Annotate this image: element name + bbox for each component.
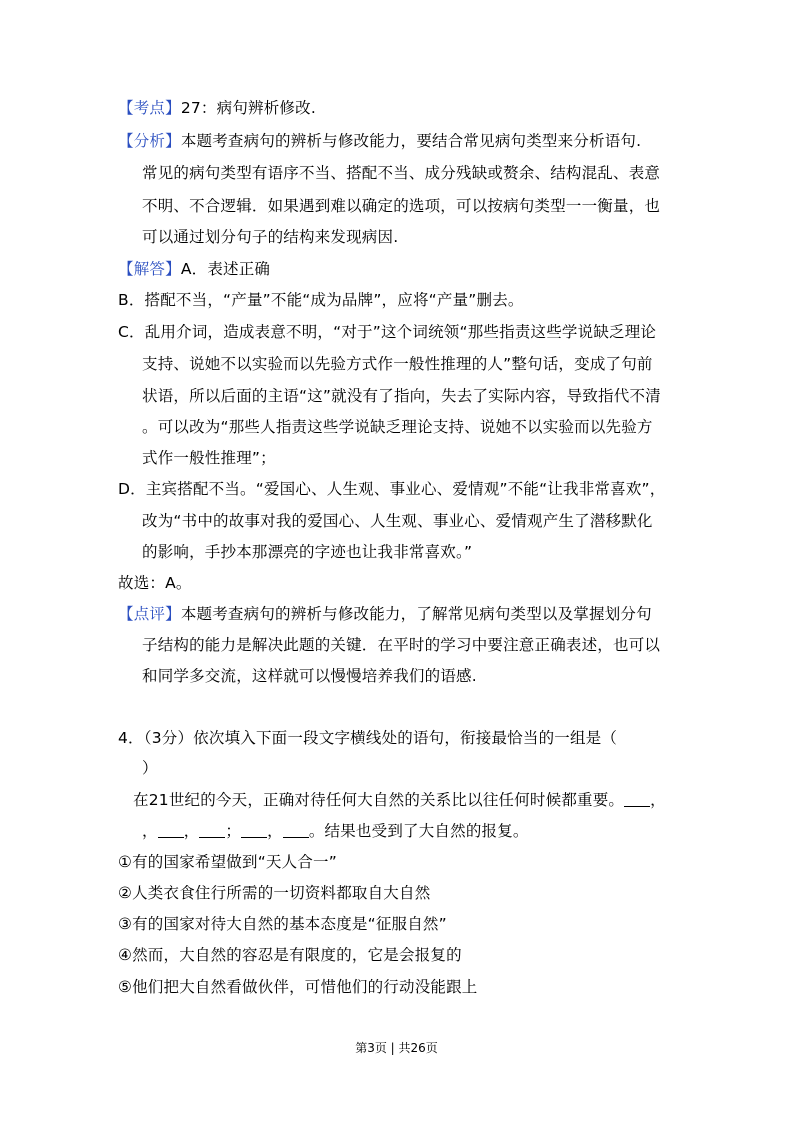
jieda-option-a: A．表述正确 [180, 260, 271, 278]
q4-option-5: ⑤他们把大自然看做伙伴，可惜他们的行动没能跟上 [118, 978, 478, 996]
comma-1: ， [142, 822, 158, 840]
fenxi-line-2: 常见的病句类型有语序不当、搭配不当、成分残缺或赘余、结构混乱、表意 [142, 164, 661, 182]
fenxi-text-1: 本题考查病句的辨析与修改能力，要结合常见病句类型来分析语句. [180, 132, 642, 150]
fenxi-line-3: 不明、不合逻辑．如果遇到难以确定的选项，可以按病句类型一一衡量，也 [142, 197, 661, 215]
q4-para-line-2 [142, 820, 529, 842]
jieda-tag: 【解答】 [118, 260, 181, 278]
jieda-line-b: B．搭配不当，“产量”不能“成为品牌”，应将“产量”删去。 [118, 291, 524, 309]
comma-2: ， [183, 822, 200, 840]
blank-2 [158, 822, 184, 838]
page-footer: 第3页 | 共26页 [355, 1041, 438, 1055]
dianping-line-1 [118, 603, 652, 625]
jieda-line-a [118, 258, 270, 280]
jieda-line-d2: 改为“书中的故事对我的爱国心、人生观、事业心、爱情观产生了潜移默化 [142, 512, 653, 530]
blank-1 [624, 791, 650, 807]
comma-3: ， [267, 822, 283, 840]
jieda-line-c5: 式作一般性推理”； [142, 449, 276, 467]
fenxi-tag: 【分析】 [118, 132, 181, 150]
jieda-line-d3: 的影响，手抄本那漂亮的字迹也让我非常喜欢。” [142, 543, 473, 561]
q4-option-3: ③有的国家对待大自然的基本态度是“征服自然” [118, 915, 447, 933]
jieda-answer: 故选：A。 [118, 574, 192, 592]
q4-option-4: ④然而，大自然的容忍是有限度的，它是会报复的 [118, 946, 462, 964]
kaodian-text: 27：病句辨析修改. [180, 99, 316, 117]
q4-para-end-1: ， [650, 791, 666, 809]
q4-stem: 4．（3分）依次填入下面一段文字横线处的语句，衔接最恰当的一组是（ [118, 729, 618, 747]
kaodian-line [118, 97, 316, 119]
dianping-text-1: 本题考查病句的辨析与修改能力，了解常见病句类型以及掌握划分句 [180, 605, 652, 623]
q4-option-1: ①有的国家希望做到“天人合一” [118, 853, 337, 871]
kaodian-tag: 【考点】 [118, 99, 181, 117]
jieda-line-c1: C．乱用介词，造成表意不明，“对于”这个词统领“那些指责这些学说缺乏理论 [118, 323, 657, 341]
dianping-line-2: 子结构的能力是解决此题的关键．在平时的学习中要注意正确表述，也可以 [142, 636, 661, 654]
jieda-line-c2: 支持、说她不以实验而以先验方式作一般性推理的人”整句话，变成了句前 [142, 355, 653, 373]
blank-3 [199, 822, 225, 838]
semicolon: ； [225, 822, 242, 840]
q4-option-2: ②人类衣食住行所需的一切资料都取自大自然 [118, 884, 431, 902]
dianping-tag: 【点评】 [118, 605, 181, 623]
fenxi-line-1 [118, 130, 641, 152]
fenxi-line-4: 可以通过划分句子的结构来发现病因. [142, 228, 399, 246]
blank-5 [283, 822, 309, 838]
jieda-line-c4: 。可以改为“那些人指责这些学说缺乏理论支持、说她不以实验而以先验方 [142, 418, 653, 436]
jieda-line-c3: 状语，所以后面的主语“这”就没有了指向，失去了实际内容，导致指代不清 [142, 387, 661, 405]
q4-stem-close: ） [142, 759, 158, 777]
q4-para-tail: 。结果也受到了大自然的报复。 [308, 822, 529, 840]
dianping-line-3: 和同学多交流，这样就可以慢慢培养我们的语感. [142, 667, 477, 685]
blank-4 [241, 822, 267, 838]
jieda-line-d1: D．主宾搭配不当。“爱国心、人生观、事业心、爱情观”不能“让我非常喜欢”， [118, 480, 666, 498]
q4-para-line-1 [133, 789, 666, 811]
q4-para-text-1: 在21世纪的今天，正确对待任何大自然的关系比以往任何时候都重要。 [133, 791, 625, 809]
